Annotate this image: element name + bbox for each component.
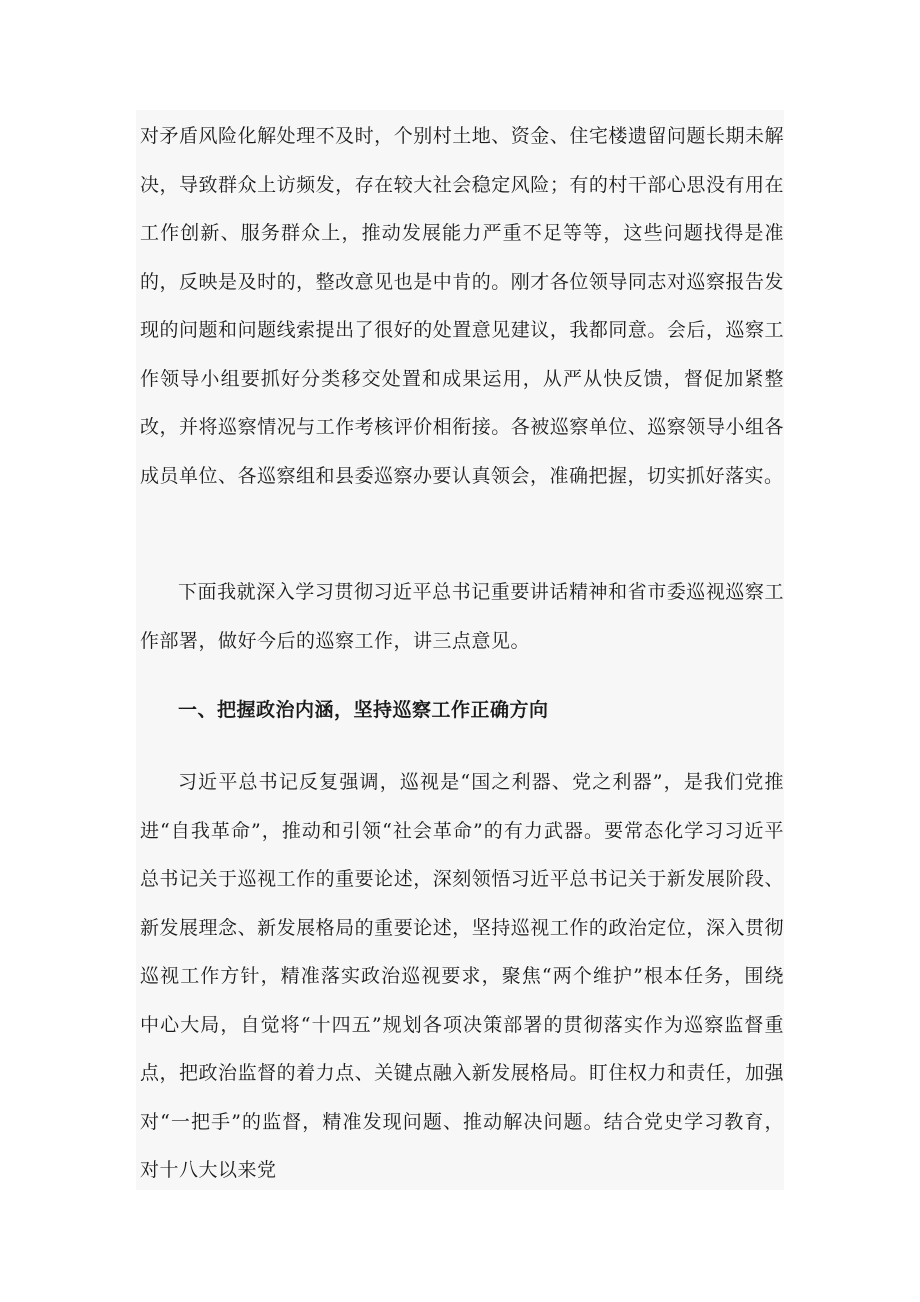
body-paragraph: 下面我就深入学习贯彻习近平总书记重要讲话精神和省市委巡视巡察工作部署，做好今后的巡察工作，讲三点意见。 xyxy=(140,581,784,652)
section-heading: 一、把握政治内涵，坚持巡察工作正确方向 xyxy=(178,699,549,721)
body-paragraph: 习近平总书记反复强调，巡视是“国之利器、党之利器”，是我们党推进“自我革命”，推动和引领“社会革命”的有力武器。要常态化学习习近平总书记关于巡视工作的重要论述，深刻领悟习近平总书记关于新发展阶段、新发展理念、新发展格局的重要论述，坚持巡视工作的政治定位，深入贯彻巡视工作方针，精准落实政治巡视要求，聚焦“两个维护”根本任务，围绕中心大局，自觉将“十四五”规划各项决策部署的贯彻落实作为巡察监督重点，把政治监督的着力点、关键点融入新发展格局。盯住权力和责任，加强对“一把手”的监督，精准发现问题、推动解决问题。结合党史学习教育，对十八大以来党 xyxy=(140,771,784,1181)
body-paragraph: 对矛盾风险化解处理不及时，个别村土地、资金、住宅楼遗留问题长期未解决，导致群众上访频发，存在较大社会稳定风险；有的村干部心思没有用在工作创新、服务群众上，推动发展能力严重不足等等，这些问题找得是准的，反映是及时的，整改意见也是中肯的。刚才各位领导同志对巡察报告发现的问题和问题线索提出了很好的处置意见建议，我都同意。会后，巡察工作领导小组要抓好分类移交处置和成果运用，从严从快反馈，督促加紧整改，并将巡察情况与工作考核评价相衔接。各被巡察单位、巡察领导小组各成员单位、各巡察组和县委巡察办要认真领会，准确把握，切实抓好落实。 xyxy=(140,125,784,487)
